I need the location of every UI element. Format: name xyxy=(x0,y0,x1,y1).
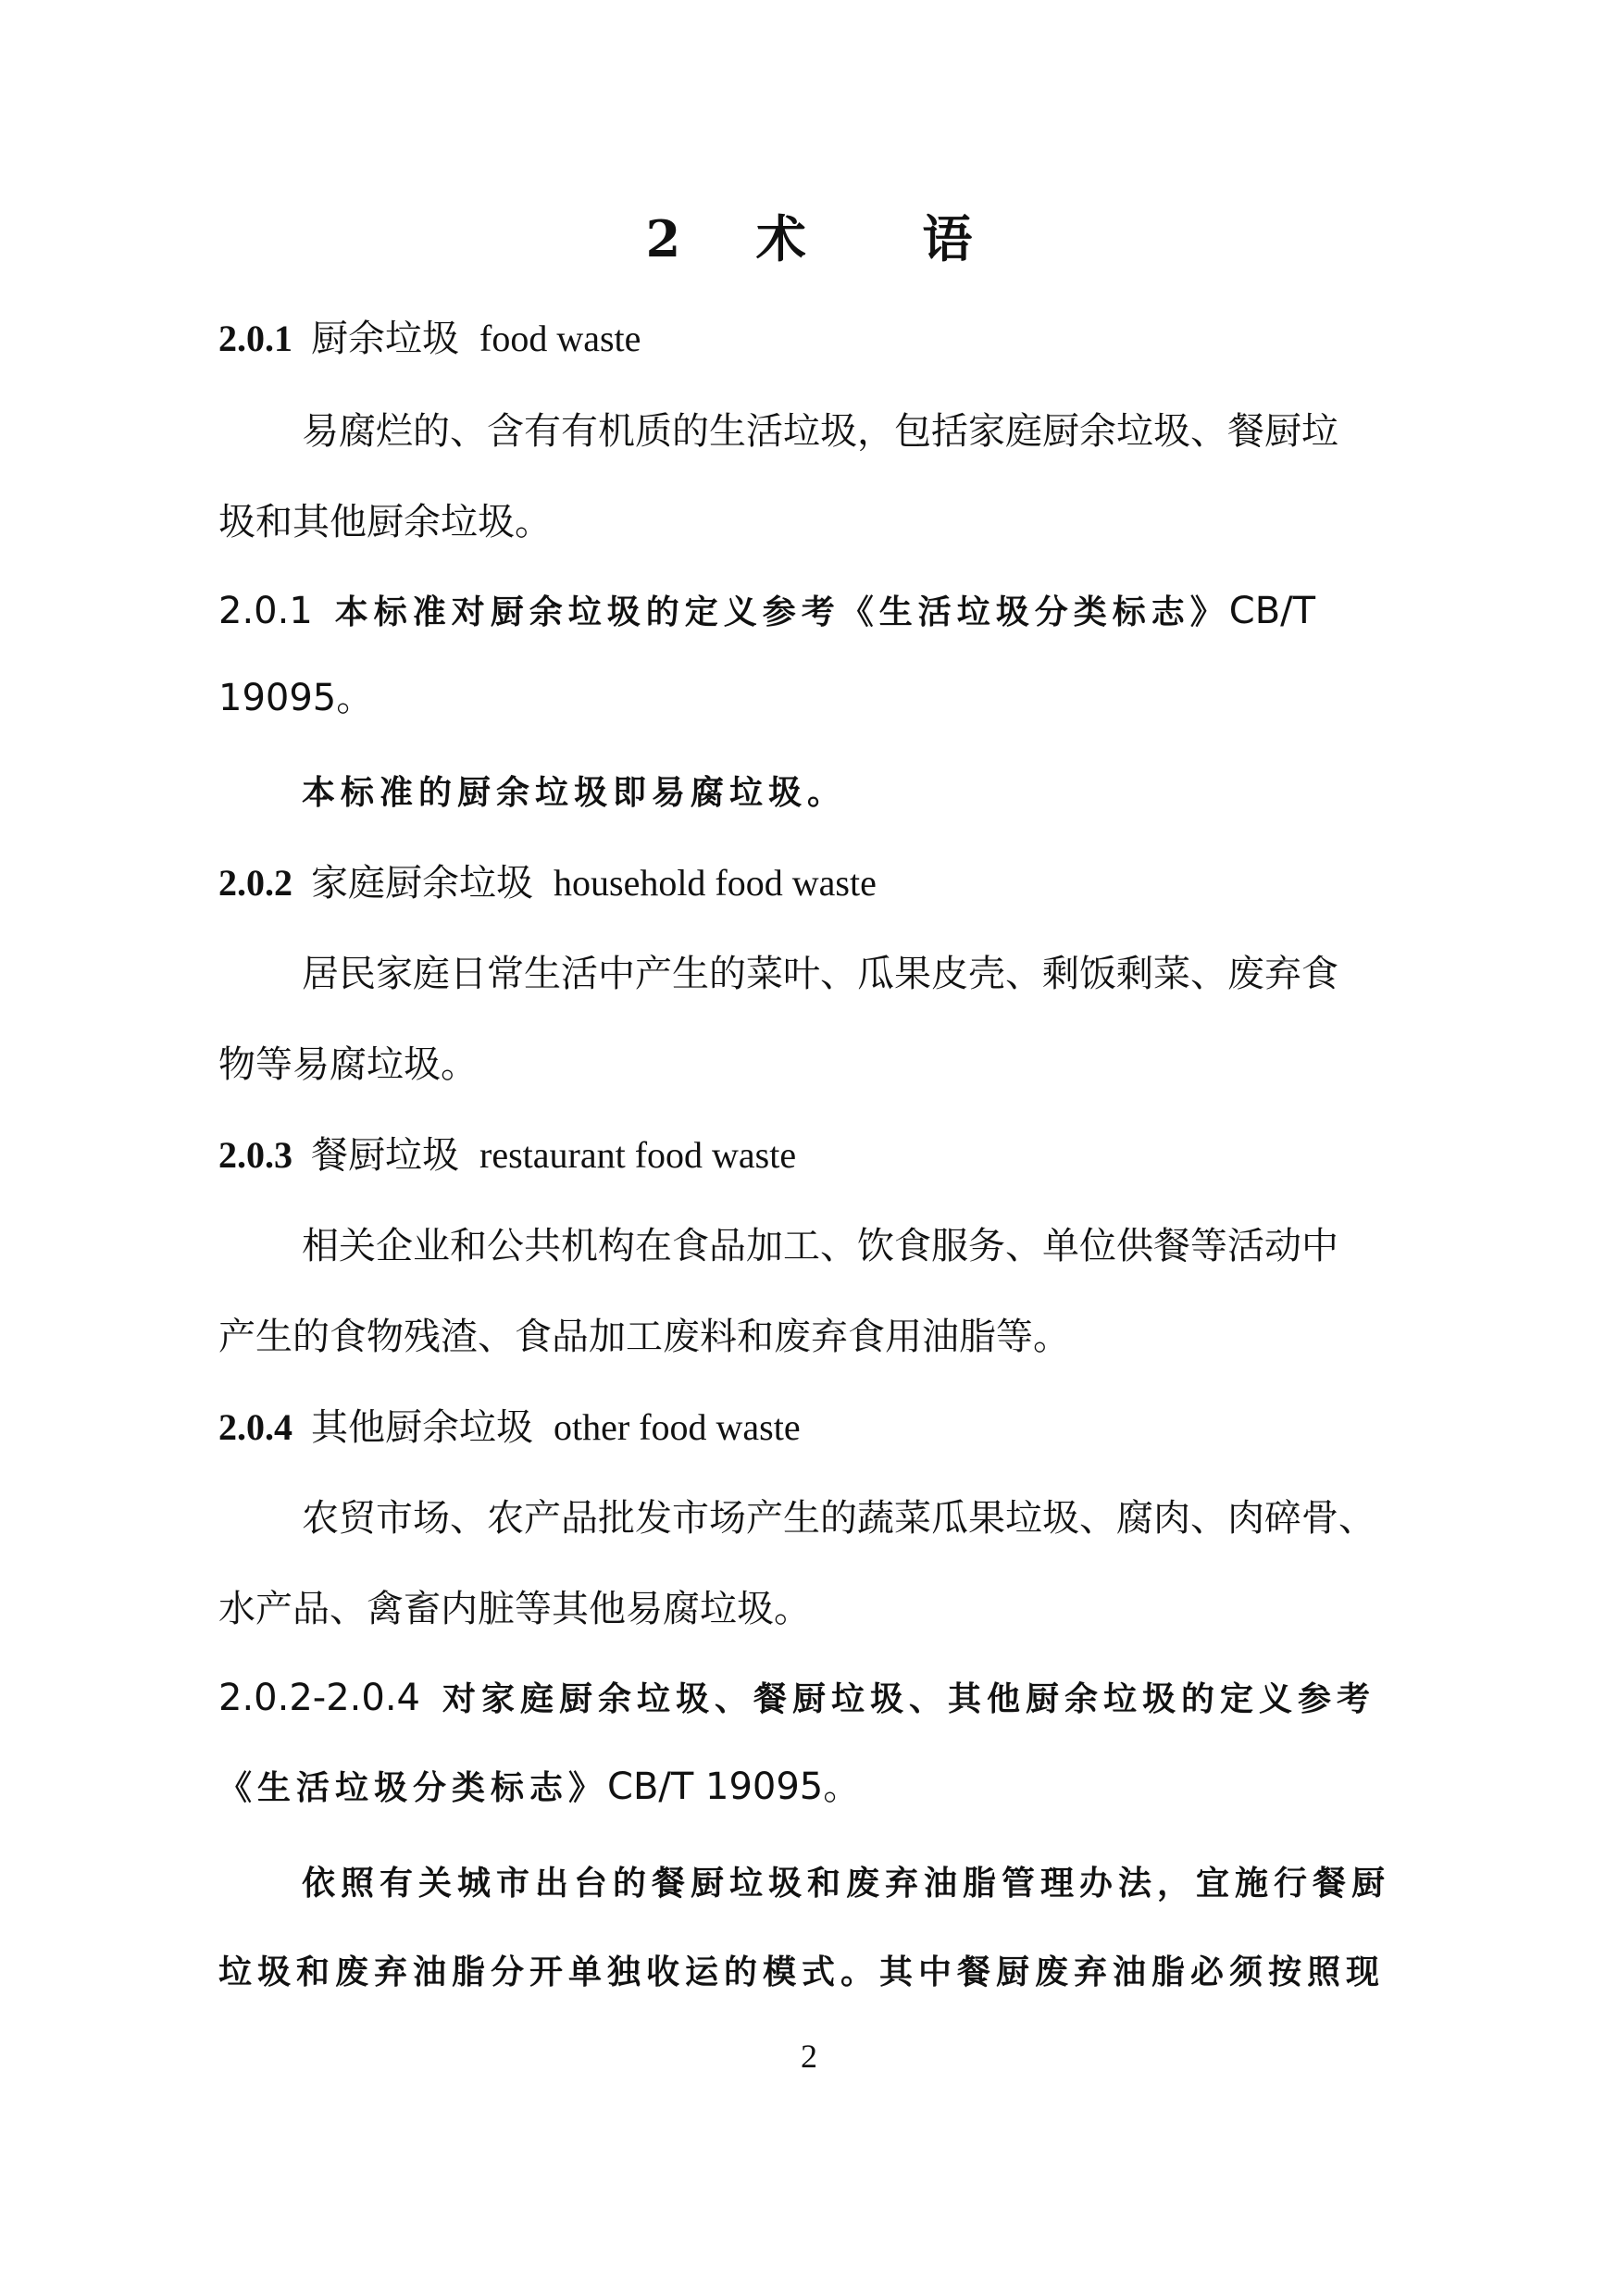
term-heading xyxy=(218,855,877,911)
explanation-note xyxy=(218,583,1315,640)
term-en: restaurant food waste xyxy=(479,1134,797,1176)
term-definition: 物等易腐垃圾。 xyxy=(218,1043,478,1086)
chapter-title-char-1: 术 xyxy=(755,209,806,268)
page-number: 2 xyxy=(801,2038,817,2075)
explanation-note: 垃圾和废弃油脂分开单独收运的模式。其中餐厨废弃油脂必须按照现 xyxy=(218,1953,1386,1991)
term-heading xyxy=(218,1400,801,1455)
note-text: 。 xyxy=(336,677,374,719)
term-definition: 相关企业和公共机构在食品加工、饮食服务、单位供餐等活动中 xyxy=(302,1225,1338,1267)
explanation-note xyxy=(218,1670,1375,1727)
term-definition: 农贸市场、农产品批发市场产生的蔬菜瓜果垃圾、腐肉、肉碎骨、 xyxy=(302,1497,1375,1540)
standard-ref: 19095 xyxy=(218,677,337,719)
note-code: 2.0.1 xyxy=(218,590,313,632)
standard-ref: CB/T 19095 xyxy=(607,1766,824,1808)
term-en: household food waste xyxy=(554,862,877,904)
term-en: other food waste xyxy=(554,1406,801,1448)
term-definition: 圾和其他厨余垃圾。 xyxy=(218,501,552,543)
note-text: 。 xyxy=(823,1766,861,1808)
term-definition: 易腐烂的、含有有机质的生活垃圾，包括家庭厨余垃圾、餐厨垃 xyxy=(302,410,1338,453)
chapter-title xyxy=(0,202,1618,276)
term-definition: 产生的食物残渣、食品加工废料和废弃食用油脂等。 xyxy=(218,1316,1070,1358)
note-code: 2.0.2-2.0.4 xyxy=(218,1677,420,1719)
note-text: 《生活垃圾分类标志》 xyxy=(218,1768,608,1807)
term-definition: 居民家庭日常生活中产生的菜叶、瓜果皮壳、剩饭剩菜、废弃食 xyxy=(302,953,1338,995)
chapter-number: 2 xyxy=(645,209,681,268)
term-heading xyxy=(218,1128,796,1183)
chapter-title-char-2: 语 xyxy=(922,209,973,268)
standard-ref: CB/T xyxy=(1228,590,1316,632)
note-text: 对家庭厨余垃圾、餐厨垃圾、其他厨余垃圾的定义参考 xyxy=(442,1679,1376,1718)
term-number: 2.0.1 xyxy=(218,318,292,359)
term-number: 2.0.4 xyxy=(218,1406,292,1448)
term-definition: 水产品、禽畜内脏等其他易腐垃圾。 xyxy=(218,1588,811,1630)
term-cn: 其他厨余垃圾 xyxy=(311,1406,533,1449)
term-en: food waste xyxy=(479,318,641,359)
term-number: 2.0.2 xyxy=(218,862,292,904)
term-cn: 家庭厨余垃圾 xyxy=(311,862,533,905)
explanation-note xyxy=(218,670,373,727)
explanation-note: 依照有关城市出台的餐厨垃圾和废弃油脂管理办法，宜施行餐厨 xyxy=(302,1864,1391,1903)
term-cn: 厨余垃圾 xyxy=(311,318,459,360)
term-number: 2.0.3 xyxy=(218,1134,292,1176)
term-heading xyxy=(218,311,641,367)
note-text: 本标准对厨余垃圾的定义参考《生活垃圾分类标志》 xyxy=(334,593,1229,631)
explanation-note: 本标准的厨余垃圾即易腐垃圾。 xyxy=(302,773,847,812)
explanation-note xyxy=(218,1759,860,1816)
term-cn: 餐厨垃圾 xyxy=(311,1134,459,1177)
